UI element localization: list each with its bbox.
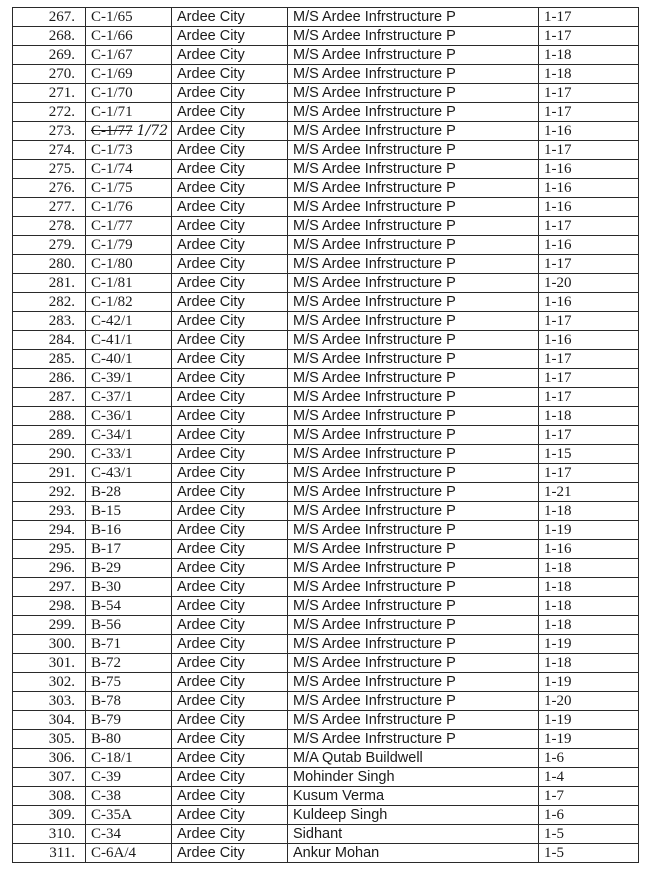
location-cell: Ardee City (172, 578, 288, 597)
plot-number-cell: C-43/1 (86, 464, 172, 483)
location-cell: Ardee City (172, 806, 288, 825)
table-row (13, 673, 639, 692)
plot-number-cell: B-15 (86, 502, 172, 521)
location-cell: Ardee City (172, 616, 288, 635)
owner-cell: M/S Ardee Infrstructure P (288, 217, 539, 236)
location-cell: Ardee City (172, 597, 288, 616)
serial-number-cell: 276. (13, 179, 86, 198)
serial-number-cell: 281. (13, 274, 86, 293)
table-row (13, 464, 639, 483)
serial-number-cell: 291. (13, 464, 86, 483)
table-row (13, 46, 639, 65)
serial-number-cell: 268. (13, 27, 86, 46)
owner-cell: M/S Ardee Infrstructure P (288, 388, 539, 407)
owner-cell: M/S Ardee Infrstructure P (288, 198, 539, 217)
serial-number-cell: 283. (13, 312, 86, 331)
area-cell: 1-18 (539, 46, 639, 65)
serial-number-cell: 292. (13, 483, 86, 502)
table-row (13, 407, 639, 426)
location-cell: Ardee City (172, 46, 288, 65)
location-cell: Ardee City (172, 8, 288, 27)
table-row (13, 312, 639, 331)
owner-cell: M/S Ardee Infrstructure P (288, 483, 539, 502)
area-cell: 1-17 (539, 255, 639, 274)
plot-number-cell: B-75 (86, 673, 172, 692)
table-row (13, 369, 639, 388)
owner-cell: Mohinder Singh (288, 768, 539, 787)
location-cell: Ardee City (172, 426, 288, 445)
serial-number-cell: 290. (13, 445, 86, 464)
owner-cell: M/S Ardee Infrstructure P (288, 521, 539, 540)
plot-number-cell: C-35A (86, 806, 172, 825)
serial-number-cell: 269. (13, 46, 86, 65)
area-cell: 1-21 (539, 483, 639, 502)
location-cell: Ardee City (172, 635, 288, 654)
owner-cell: M/S Ardee Infrstructure P (288, 540, 539, 559)
serial-number-cell: 293. (13, 502, 86, 521)
location-cell: Ardee City (172, 407, 288, 426)
table-row (13, 502, 639, 521)
plot-number-cell: C-34 (86, 825, 172, 844)
serial-number-cell: 305. (13, 730, 86, 749)
serial-number-cell: 311. (13, 844, 86, 863)
plot-number-cell: C-36/1 (86, 407, 172, 426)
table-row (13, 768, 639, 787)
plot-number-cell: B-78 (86, 692, 172, 711)
location-cell: Ardee City (172, 312, 288, 331)
area-cell: 1-18 (539, 578, 639, 597)
plot-number-cell: C-1/77 (86, 217, 172, 236)
area-cell: 1-6 (539, 749, 639, 768)
serial-number-cell: 298. (13, 597, 86, 616)
owner-cell: M/S Ardee Infrstructure P (288, 65, 539, 84)
table-row (13, 141, 639, 160)
serial-number-cell: 275. (13, 160, 86, 179)
location-cell: Ardee City (172, 198, 288, 217)
table-row (13, 350, 639, 369)
plot-number-cell: B-16 (86, 521, 172, 540)
serial-number-cell: 277. (13, 198, 86, 217)
owner-cell: Ankur Mohan (288, 844, 539, 863)
area-cell: 1-17 (539, 312, 639, 331)
area-cell: 1-18 (539, 502, 639, 521)
area-cell: 1-16 (539, 179, 639, 198)
serial-number-cell: 270. (13, 65, 86, 84)
table-row (13, 160, 639, 179)
serial-number-cell: 284. (13, 331, 86, 350)
table-row (13, 217, 639, 236)
serial-number-cell: 306. (13, 749, 86, 768)
table-row (13, 236, 639, 255)
location-cell: Ardee City (172, 673, 288, 692)
owner-cell: Sidhant (288, 825, 539, 844)
area-cell: 1-16 (539, 540, 639, 559)
owner-cell: M/S Ardee Infrstructure P (288, 141, 539, 160)
owner-cell: M/S Ardee Infrstructure P (288, 255, 539, 274)
plot-number-cell: C-1/82 (86, 293, 172, 312)
table-row (13, 65, 639, 84)
table-row (13, 711, 639, 730)
table-row (13, 597, 639, 616)
serial-number-cell: 309. (13, 806, 86, 825)
serial-number-cell: 272. (13, 103, 86, 122)
serial-number-cell: 267. (13, 8, 86, 27)
serial-number-cell: 299. (13, 616, 86, 635)
area-cell: 1-16 (539, 293, 639, 312)
table-row (13, 198, 639, 217)
serial-number-cell: 288. (13, 407, 86, 426)
table-row (13, 844, 639, 863)
area-cell: 1-17 (539, 217, 639, 236)
owner-cell: M/S Ardee Infrstructure P (288, 502, 539, 521)
table-row (13, 635, 639, 654)
table-row (13, 445, 639, 464)
area-cell: 1-18 (539, 407, 639, 426)
location-cell: Ardee City (172, 27, 288, 46)
serial-number-cell: 303. (13, 692, 86, 711)
serial-number-cell: 273. (13, 122, 86, 141)
plot-number-cell: B-72 (86, 654, 172, 673)
location-cell: Ardee City (172, 331, 288, 350)
table-row (13, 806, 639, 825)
area-cell: 1-15 (539, 445, 639, 464)
records-table (12, 7, 639, 863)
area-cell: 1-19 (539, 521, 639, 540)
owner-cell: M/S Ardee Infrstructure P (288, 578, 539, 597)
area-cell: 1-17 (539, 369, 639, 388)
serial-number-cell: 294. (13, 521, 86, 540)
owner-cell: M/S Ardee Infrstructure P (288, 426, 539, 445)
location-cell: Ardee City (172, 350, 288, 369)
serial-number-cell: 297. (13, 578, 86, 597)
plot-number-cell: C-39 (86, 768, 172, 787)
handwritten-correction: 1/72 (136, 123, 169, 139)
area-cell: 1-18 (539, 616, 639, 635)
owner-cell: M/S Ardee Infrstructure P (288, 597, 539, 616)
location-cell: Ardee City (172, 217, 288, 236)
table-row (13, 27, 639, 46)
location-cell: Ardee City (172, 293, 288, 312)
location-cell: Ardee City (172, 749, 288, 768)
location-cell: Ardee City (172, 369, 288, 388)
area-cell: 1-16 (539, 331, 639, 350)
area-cell: 1-20 (539, 692, 639, 711)
serial-number-cell: 287. (13, 388, 86, 407)
serial-number-cell: 296. (13, 559, 86, 578)
plot-number-cell: C-40/1 (86, 350, 172, 369)
plot-number-cell: B-29 (86, 559, 172, 578)
owner-cell: M/S Ardee Infrstructure P (288, 654, 539, 673)
serial-number-cell: 279. (13, 236, 86, 255)
serial-number-cell: 286. (13, 369, 86, 388)
location-cell: Ardee City (172, 179, 288, 198)
plot-number-cell: C-1/71 (86, 103, 172, 122)
plot-number-cell: C-39/1 (86, 369, 172, 388)
table-row (13, 521, 639, 540)
serial-number-cell: 308. (13, 787, 86, 806)
location-cell: Ardee City (172, 464, 288, 483)
area-cell: 1-5 (539, 825, 639, 844)
table-row (13, 787, 639, 806)
area-cell: 1-17 (539, 8, 639, 27)
location-cell: Ardee City (172, 445, 288, 464)
owner-cell: Kusum Verma (288, 787, 539, 806)
area-cell: 1-18 (539, 559, 639, 578)
plot-number-cell: C-1/73 (86, 141, 172, 160)
plot-number-cell: C-1/80 (86, 255, 172, 274)
plot-number-cell: C-34/1 (86, 426, 172, 445)
owner-cell: M/S Ardee Infrstructure P (288, 692, 539, 711)
table-row (13, 426, 639, 445)
serial-number-cell: 289. (13, 426, 86, 445)
owner-cell: M/S Ardee Infrstructure P (288, 27, 539, 46)
area-cell: 1-19 (539, 635, 639, 654)
serial-number-cell: 301. (13, 654, 86, 673)
table-row (13, 559, 639, 578)
area-cell: 1-16 (539, 122, 639, 141)
area-cell: 1-4 (539, 768, 639, 787)
area-cell: 1-17 (539, 84, 639, 103)
table-row (13, 825, 639, 844)
owner-cell: M/S Ardee Infrstructure P (288, 464, 539, 483)
plot-number-cell: C-18/1 (86, 749, 172, 768)
location-cell: Ardee City (172, 103, 288, 122)
owner-cell: M/S Ardee Infrstructure P (288, 293, 539, 312)
owner-cell: M/S Ardee Infrstructure P (288, 274, 539, 293)
area-cell: 1-6 (539, 806, 639, 825)
location-cell: Ardee City (172, 825, 288, 844)
location-cell: Ardee City (172, 274, 288, 293)
serial-number-cell: 282. (13, 293, 86, 312)
location-cell: Ardee City (172, 236, 288, 255)
area-cell: 1-17 (539, 350, 639, 369)
owner-cell: M/S Ardee Infrstructure P (288, 445, 539, 464)
serial-number-cell: 274. (13, 141, 86, 160)
serial-number-cell: 285. (13, 350, 86, 369)
table-row (13, 654, 639, 673)
table-row (13, 274, 639, 293)
table-row (13, 616, 639, 635)
serial-number-cell: 278. (13, 217, 86, 236)
area-cell: 1-19 (539, 711, 639, 730)
table-row (13, 103, 639, 122)
serial-number-cell: 295. (13, 540, 86, 559)
area-cell: 1-17 (539, 103, 639, 122)
location-cell: Ardee City (172, 730, 288, 749)
plot-number-cell: C-1/74 (86, 160, 172, 179)
location-cell: Ardee City (172, 521, 288, 540)
owner-cell: Kuldeep Singh (288, 806, 539, 825)
owner-cell: M/S Ardee Infrstructure P (288, 160, 539, 179)
table-row (13, 84, 639, 103)
owner-cell: M/S Ardee Infrstructure P (288, 8, 539, 27)
owner-cell: M/S Ardee Infrstructure P (288, 616, 539, 635)
location-cell: Ardee City (172, 502, 288, 521)
plot-number-cell: B-71 (86, 635, 172, 654)
location-cell: Ardee City (172, 787, 288, 806)
plot-number-cell: C-38 (86, 787, 172, 806)
area-cell: 1-17 (539, 464, 639, 483)
serial-number-cell: 280. (13, 255, 86, 274)
location-cell: Ardee City (172, 711, 288, 730)
plot-number-cell: C-1/69 (86, 65, 172, 84)
table-row (13, 293, 639, 312)
serial-number-cell: 302. (13, 673, 86, 692)
area-cell: 1-16 (539, 160, 639, 179)
plot-number-cell: B-30 (86, 578, 172, 597)
serial-number-cell: 307. (13, 768, 86, 787)
location-cell: Ardee City (172, 160, 288, 179)
owner-cell: M/S Ardee Infrstructure P (288, 369, 539, 388)
plot-number-cell: C-42/1 (86, 312, 172, 331)
area-cell: 1-16 (539, 198, 639, 217)
location-cell: Ardee City (172, 768, 288, 787)
owner-cell: M/A Qutab Buildwell (288, 749, 539, 768)
owner-cell: M/S Ardee Infrstructure P (288, 84, 539, 103)
area-cell: 1-19 (539, 730, 639, 749)
plot-number-cell: C-37/1 (86, 388, 172, 407)
area-cell: 1-5 (539, 844, 639, 863)
plot-number-cell: C-6A/4 (86, 844, 172, 863)
location-cell: Ardee City (172, 84, 288, 103)
table-row (13, 122, 639, 141)
table-row (13, 730, 639, 749)
area-cell: 1-20 (539, 274, 639, 293)
location-cell: Ardee City (172, 692, 288, 711)
plot-number-cell: C-1/70 (86, 84, 172, 103)
plot-number-cell: C-1/76 (86, 198, 172, 217)
plot-number-cell: C-1/79 (86, 236, 172, 255)
plot-number-cell: C-1/75 (86, 179, 172, 198)
area-cell: 1-17 (539, 388, 639, 407)
location-cell: Ardee City (172, 255, 288, 274)
plot-number-cell (86, 122, 172, 141)
table-row (13, 255, 639, 274)
plot-number-cell: B-17 (86, 540, 172, 559)
serial-number-cell: 310. (13, 825, 86, 844)
location-cell: Ardee City (172, 654, 288, 673)
plot-number-cell: C-1/66 (86, 27, 172, 46)
plot-number-cell: C-1/67 (86, 46, 172, 65)
location-cell: Ardee City (172, 122, 288, 141)
area-cell: 1-16 (539, 236, 639, 255)
plot-number-cell: B-79 (86, 711, 172, 730)
table-row (13, 578, 639, 597)
struck-plot-number: C-1/77 (91, 123, 133, 139)
plot-number-cell: C-1/65 (86, 8, 172, 27)
owner-cell: M/S Ardee Infrstructure P (288, 46, 539, 65)
table-row (13, 331, 639, 350)
location-cell: Ardee City (172, 65, 288, 84)
plot-number-cell: B-80 (86, 730, 172, 749)
owner-cell: M/S Ardee Infrstructure P (288, 673, 539, 692)
serial-number-cell: 271. (13, 84, 86, 103)
plot-number-cell: C-41/1 (86, 331, 172, 350)
table-row (13, 8, 639, 27)
table-row (13, 179, 639, 198)
table-row (13, 749, 639, 768)
owner-cell: M/S Ardee Infrstructure P (288, 179, 539, 198)
location-cell: Ardee City (172, 388, 288, 407)
serial-number-cell: 300. (13, 635, 86, 654)
owner-cell: M/S Ardee Infrstructure P (288, 711, 539, 730)
table-row (13, 483, 639, 502)
area-cell: 1-18 (539, 65, 639, 84)
owner-cell: M/S Ardee Infrstructure P (288, 350, 539, 369)
area-cell: 1-18 (539, 654, 639, 673)
serial-number-cell: 304. (13, 711, 86, 730)
location-cell: Ardee City (172, 844, 288, 863)
area-cell: 1-17 (539, 27, 639, 46)
owner-cell: M/S Ardee Infrstructure P (288, 407, 539, 426)
table-row (13, 388, 639, 407)
area-cell: 1-17 (539, 141, 639, 160)
location-cell: Ardee City (172, 540, 288, 559)
location-cell: Ardee City (172, 483, 288, 502)
owner-cell: M/S Ardee Infrstructure P (288, 635, 539, 654)
plot-number-cell: C-33/1 (86, 445, 172, 464)
location-cell: Ardee City (172, 559, 288, 578)
plot-number-cell: B-28 (86, 483, 172, 502)
owner-cell: M/S Ardee Infrstructure P (288, 730, 539, 749)
table-row (13, 540, 639, 559)
area-cell: 1-19 (539, 673, 639, 692)
owner-cell: M/S Ardee Infrstructure P (288, 559, 539, 578)
area-cell: 1-18 (539, 597, 639, 616)
plot-number-cell: B-56 (86, 616, 172, 635)
owner-cell: M/S Ardee Infrstructure P (288, 331, 539, 350)
plot-number-cell: B-54 (86, 597, 172, 616)
owner-cell: M/S Ardee Infrstructure P (288, 236, 539, 255)
location-cell: Ardee City (172, 141, 288, 160)
owner-cell: M/S Ardee Infrstructure P (288, 103, 539, 122)
owner-cell: M/S Ardee Infrstructure P (288, 312, 539, 331)
plot-number-cell: C-1/81 (86, 274, 172, 293)
area-cell: 1-17 (539, 426, 639, 445)
table-row (13, 692, 639, 711)
owner-cell: M/S Ardee Infrstructure P (288, 122, 539, 141)
area-cell: 1-7 (539, 787, 639, 806)
